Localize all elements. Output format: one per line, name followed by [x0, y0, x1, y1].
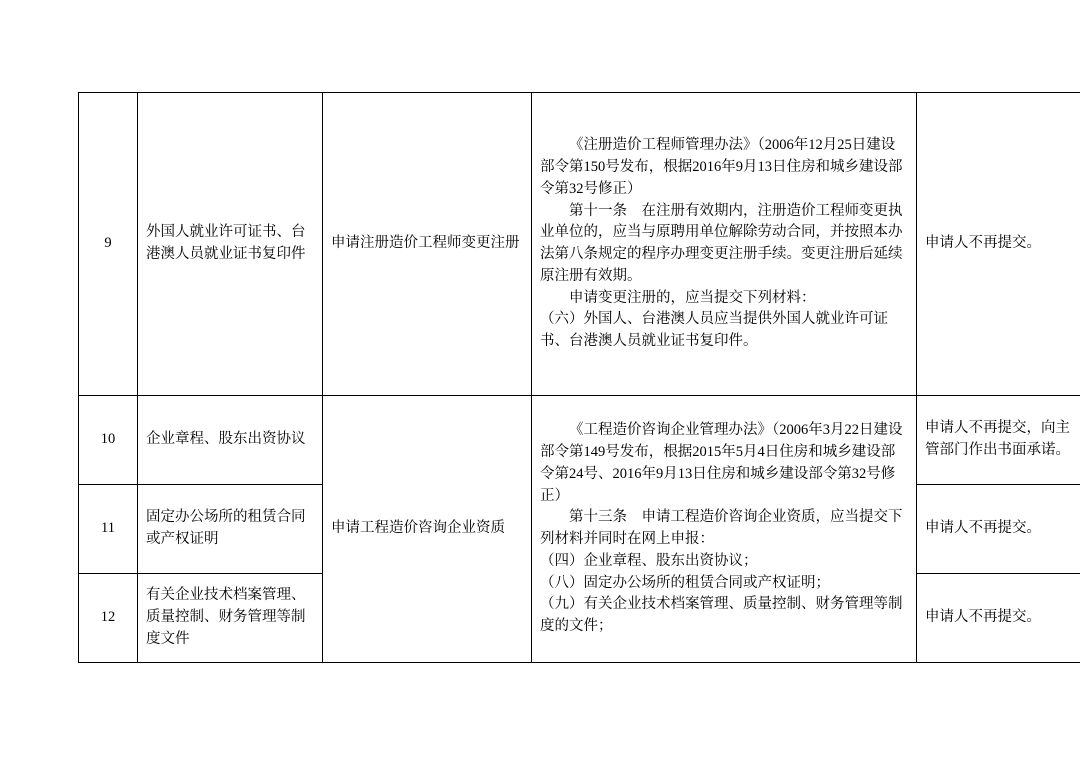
row-matter-text: 申请工程造价咨询企业资质 — [331, 520, 505, 537]
basis-paragraph: 第十一条 在注册有效期内，注册造价工程师变更执业单位的，应当与原聘用单位解除劳动合同，并按照本办法第八条规定的程序办理变更注册手续。变更注册后延续原注册有效期。 — [540, 202, 903, 284]
requirements-table — [78, 92, 1080, 663]
row-item-text: 企业章程、股东出资协议 — [146, 431, 306, 448]
row-item-text: 有关企业技术档案管理、质量控制、财务管理等制度文件 — [146, 587, 306, 647]
row-result — [917, 574, 1080, 663]
row-result-text: 申请人不再提交。 — [925, 520, 1041, 537]
row-legal-basis — [532, 93, 917, 396]
row-item-name — [138, 93, 323, 396]
row-number: 9 — [79, 93, 138, 396]
row-item-name — [138, 574, 323, 663]
table-row — [79, 93, 1080, 396]
row-matter-name — [323, 93, 532, 396]
basis-paragraph: （八）固定办公场所的租赁合同或产权证明； — [540, 574, 830, 591]
row-matter-text: 申请注册造价工程师变更注册 — [331, 235, 520, 252]
basis-paragraph: （四）企业章程、股东出资协议； — [540, 552, 758, 569]
row-item-name — [138, 485, 323, 574]
row-result-text: 申请人不再提交。 — [925, 609, 1041, 626]
basis-paragraph: 申请变更注册的，应当提交下列材料： — [569, 289, 816, 306]
row-result-text: 申请人不再提交，向主管部门作出书面承诺。 — [925, 420, 1070, 458]
row-result — [917, 396, 1080, 485]
row-legal-basis — [532, 396, 917, 663]
row-number: 12 — [79, 574, 138, 663]
row-result — [917, 485, 1080, 574]
row-number: 10 — [79, 396, 138, 485]
basis-paragraph: （九）有关企业技术档案管理、质量控制、财务管理等制度的文件； — [540, 596, 903, 634]
basis-paragraph: （六）外国人、台港澳人员应当提供外国人就业许可证书、台港澳人员就业证书复印件。 — [540, 311, 888, 349]
row-result-text: 申请人不再提交。 — [925, 235, 1041, 252]
row-number: 11 — [79, 485, 138, 574]
table-row — [79, 396, 1080, 485]
basis-paragraph: 《注册造价工程师管理办法》（2006年12月25日建设部令第150号发布，根据2016年9月13日住房和城乡建设部令第32号修正） — [540, 137, 903, 197]
table-container — [78, 92, 1070, 663]
basis-paragraph: 《工程造价咨询企业管理办法》（2006年3月22日建设部令第149号发布，根据2015年5月4日住房和城乡建设部令第24号、2016年9月13日住房和城乡建设部令第32号修正） — [540, 422, 903, 504]
row-item-text: 固定办公场所的租赁合同或产权证明 — [146, 509, 306, 547]
basis-paragraph: 第十三条 申请工程造价咨询企业资质，应当提交下列材料并同时在网上申报： — [540, 509, 903, 547]
row-item-name — [138, 396, 323, 485]
row-item-text: 外国人就业许可证书、台港澳人员就业证书复印件 — [146, 224, 306, 262]
row-matter-name — [323, 396, 532, 663]
row-result — [917, 93, 1080, 396]
